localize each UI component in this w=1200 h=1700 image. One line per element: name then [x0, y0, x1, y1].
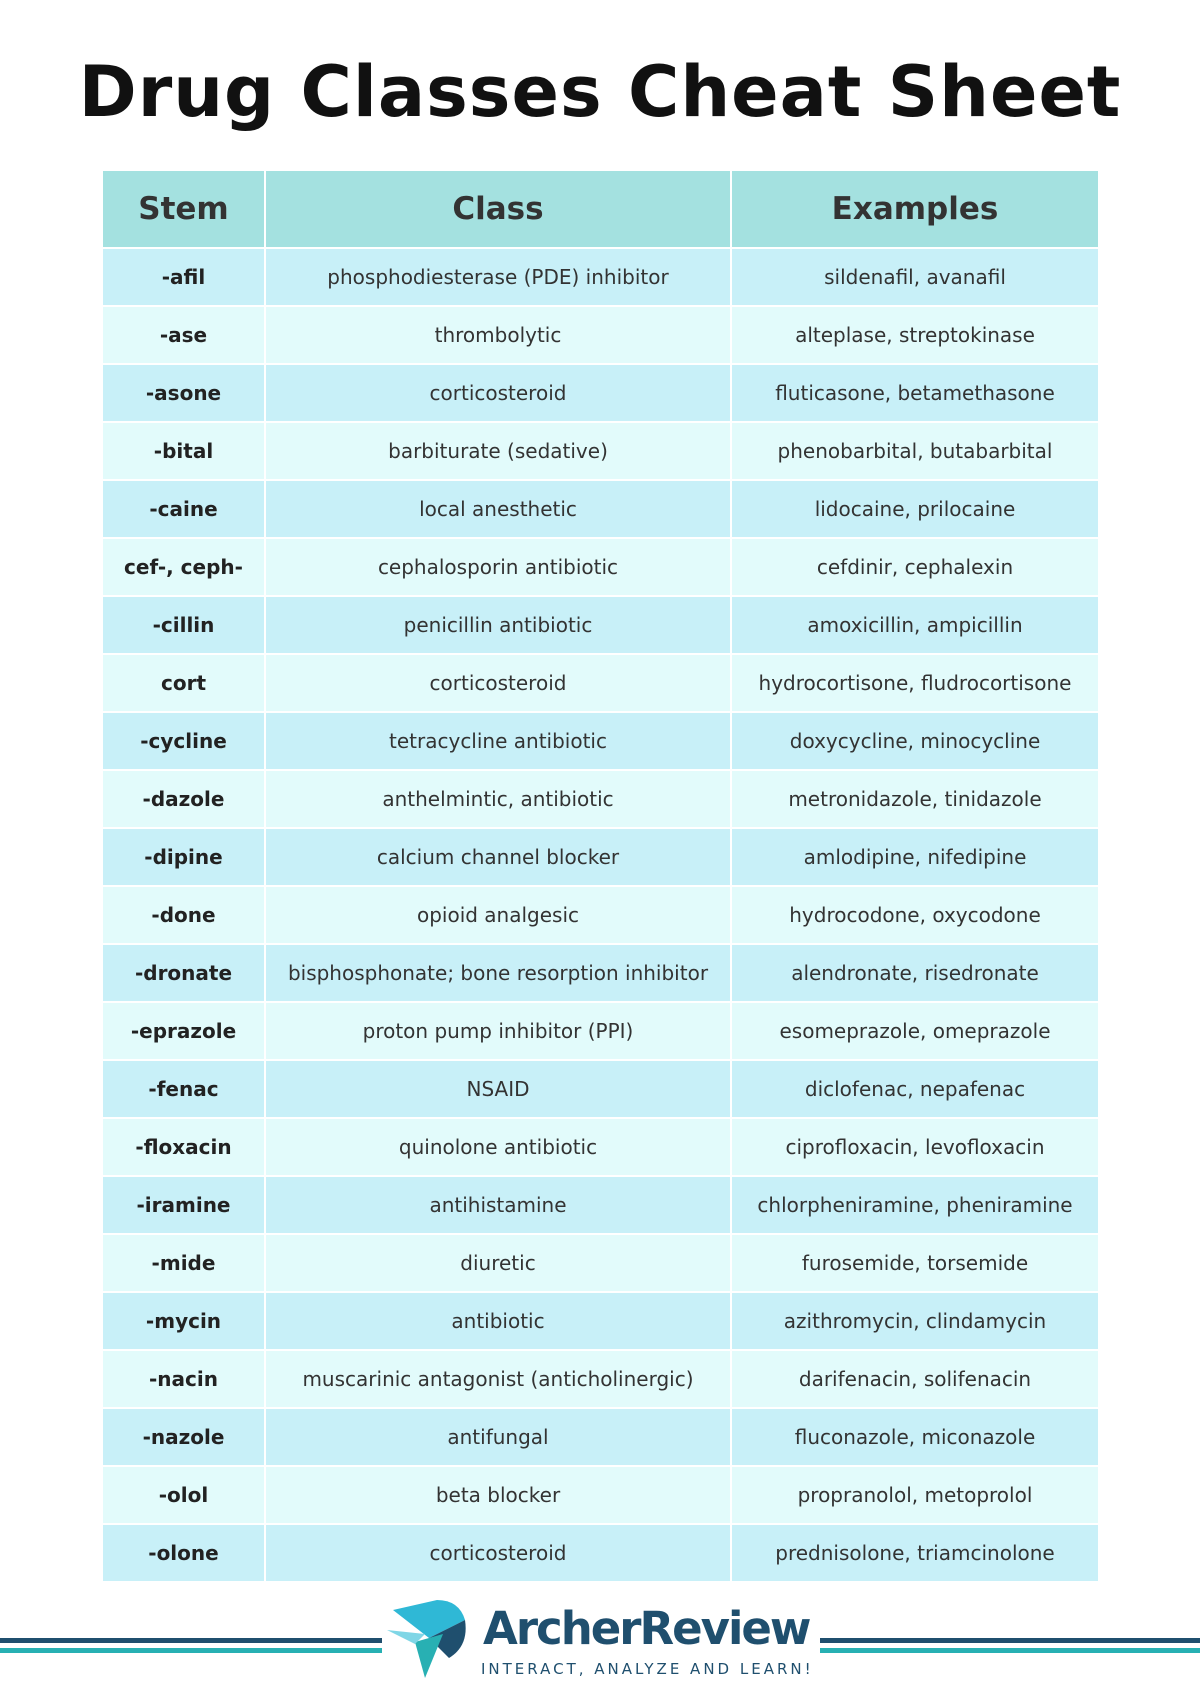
table-row	[103, 1350, 1098, 1408]
class-cell: corticosteroid	[265, 654, 731, 712]
examples-cell: alendronate, risedronate	[731, 944, 1098, 1002]
brand-name: ArcherReview	[483, 1602, 810, 1655]
class-cell: antihistamine	[265, 1176, 731, 1234]
examples-cell: cefdinir, cephalexin	[731, 538, 1098, 596]
stem-cell: -done	[103, 886, 265, 944]
examples-cell: prednisolone, triamcinolone	[731, 1524, 1098, 1582]
examples-cell: hydrocodone, oxycodone	[731, 886, 1098, 944]
table-row	[103, 1176, 1098, 1234]
table-row	[103, 306, 1098, 364]
examples-cell: doxycycline, minocycline	[731, 712, 1098, 770]
examples-cell: darifenacin, solifenacin	[731, 1350, 1098, 1408]
table-row	[103, 480, 1098, 538]
table-row	[103, 944, 1098, 1002]
class-cell: barbiturate (sedative)	[265, 422, 731, 480]
examples-cell: ciprofloxacin, levofloxacin	[731, 1118, 1098, 1176]
stem-cell: -eprazole	[103, 1002, 265, 1060]
table-row	[103, 1118, 1098, 1176]
footer	[0, 1598, 1200, 1688]
examples-cell: metronidazole, tinidazole	[731, 770, 1098, 828]
stem-cell: -dronate	[103, 944, 265, 1002]
table-row	[103, 1002, 1098, 1060]
stem-cell: -dipine	[103, 828, 265, 886]
stem-cell: -nazole	[103, 1408, 265, 1466]
examples-cell: amoxicillin, ampicillin	[731, 596, 1098, 654]
table-row	[103, 770, 1098, 828]
stem-cell: -afil	[103, 248, 265, 306]
stem-cell: -ase	[103, 306, 265, 364]
table-row	[103, 1292, 1098, 1350]
examples-cell: alteplase, streptokinase	[731, 306, 1098, 364]
stem-cell: -olol	[103, 1466, 265, 1524]
stem-cell: -floxacin	[103, 1118, 265, 1176]
stem-cell: cef-, ceph-	[103, 538, 265, 596]
table-row	[103, 886, 1098, 944]
class-cell: penicillin antibiotic	[265, 596, 731, 654]
stem-cell: -nacin	[103, 1350, 265, 1408]
stem-cell: -cillin	[103, 596, 265, 654]
footer-line-left-teal	[0, 1648, 382, 1653]
table-row	[103, 1466, 1098, 1524]
examples-cell: amlodipine, nifedipine	[731, 828, 1098, 886]
class-cell: phosphodiesterase (PDE) inhibitor	[265, 248, 731, 306]
stem-cell: -fenac	[103, 1060, 265, 1118]
examples-cell: propranolol, metoprolol	[731, 1466, 1098, 1524]
class-cell: bisphosphonate; bone resorption inhibitor	[265, 944, 731, 1002]
examples-cell: hydrocortisone, fludrocortisone	[731, 654, 1098, 712]
page-title: Drug Classes Cheat Sheet	[78, 51, 1122, 133]
archer-logo-icon	[385, 1598, 471, 1678]
brand-tagline: INTERACT, ANALYZE AND LEARN!	[481, 1660, 814, 1678]
stem-cell: -dazole	[103, 770, 265, 828]
table-row	[103, 422, 1098, 480]
examples-cell: fluticasone, betamethasone	[731, 364, 1098, 422]
header-class: Class	[265, 171, 731, 248]
class-cell: local anesthetic	[265, 480, 731, 538]
class-cell: beta blocker	[265, 1466, 731, 1524]
table-row	[103, 1060, 1098, 1118]
class-cell: diuretic	[265, 1234, 731, 1292]
table-row	[103, 1408, 1098, 1466]
examples-cell: fluconazole, miconazole	[731, 1408, 1098, 1466]
header-examples: Examples	[731, 171, 1098, 248]
stem-cell: -caine	[103, 480, 265, 538]
table-row	[103, 596, 1098, 654]
table-row	[103, 712, 1098, 770]
table-row	[103, 364, 1098, 422]
class-cell: quinolone antibiotic	[265, 1118, 731, 1176]
examples-cell: diclofenac, nepafenac	[731, 1060, 1098, 1118]
class-cell: calcium channel blocker	[265, 828, 731, 886]
examples-cell: lidocaine, prilocaine	[731, 480, 1098, 538]
class-cell: tetracycline antibiotic	[265, 712, 731, 770]
examples-cell: furosemide, torsemide	[731, 1234, 1098, 1292]
stem-cell: -mycin	[103, 1292, 265, 1350]
stem-cell: -bital	[103, 422, 265, 480]
class-cell: anthelmintic, antibiotic	[265, 770, 731, 828]
table-row	[103, 538, 1098, 596]
stem-cell: -cycline	[103, 712, 265, 770]
class-cell: proton pump inhibitor (PPI)	[265, 1002, 731, 1060]
header-stem: Stem	[103, 171, 265, 248]
class-cell: NSAID	[265, 1060, 731, 1118]
stem-cell: -iramine	[103, 1176, 265, 1234]
stem-cell: -mide	[103, 1234, 265, 1292]
class-cell: antifungal	[265, 1408, 731, 1466]
examples-cell: esomeprazole, omeprazole	[731, 1002, 1098, 1060]
table-row	[103, 248, 1098, 306]
table-row	[103, 654, 1098, 712]
class-cell: cephalosporin antibiotic	[265, 538, 731, 596]
table-row	[103, 1524, 1098, 1582]
stem-cell: -asone	[103, 364, 265, 422]
table-header-row	[103, 171, 1098, 248]
footer-line-right-dark	[820, 1638, 1200, 1643]
class-cell: antibiotic	[265, 1292, 731, 1350]
stem-cell: -olone	[103, 1524, 265, 1582]
footer-line-left-dark	[0, 1638, 382, 1643]
table-row	[103, 828, 1098, 886]
table-row	[103, 1234, 1098, 1292]
stem-cell: cort	[103, 654, 265, 712]
class-cell: thrombolytic	[265, 306, 731, 364]
examples-cell: chlorpheniramine, pheniramine	[731, 1176, 1098, 1234]
examples-cell: sildenafil, avanafil	[731, 248, 1098, 306]
class-cell: corticosteroid	[265, 1524, 731, 1582]
examples-cell: phenobarbital, butabarbital	[731, 422, 1098, 480]
class-cell: muscarinic antagonist (anticholinergic)	[265, 1350, 731, 1408]
class-cell: opioid analgesic	[265, 886, 731, 944]
footer-line-right-teal	[820, 1648, 1200, 1653]
drug-classes-table	[103, 171, 1098, 1583]
examples-cell: azithromycin, clindamycin	[731, 1292, 1098, 1350]
class-cell: corticosteroid	[265, 364, 731, 422]
